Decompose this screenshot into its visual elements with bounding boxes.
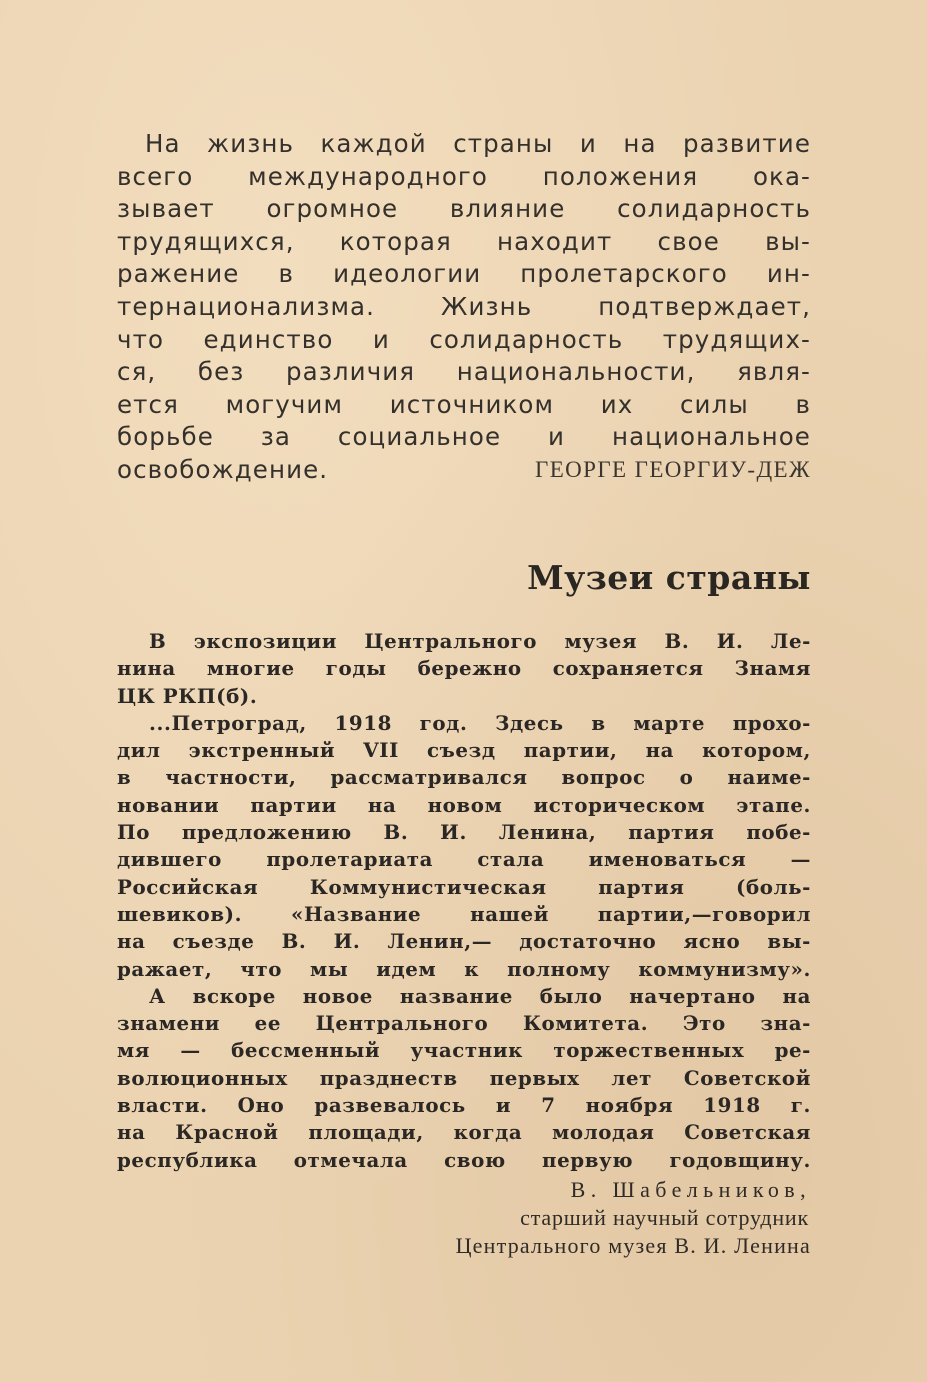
quote-line: трудящихся, которая находит свое вы-	[117, 226, 811, 256]
article-line: нина многие годы бережно сохраняется Знамя	[117, 656, 811, 681]
quote-line: На жизнь каждой страны и на развитие	[145, 129, 811, 158]
article-line: новании партии на новом историческом этапе.	[117, 792, 811, 817]
article-line: ЦК РКП(б).	[117, 683, 258, 708]
article-line: шевиков). «Название нашей партии,—говорил	[117, 901, 811, 926]
article-line: дил экстренный VII съезд партии, на котором,	[117, 738, 811, 763]
author-name: В. Шабельников,	[570, 1177, 811, 1202]
page-content	[117, 128, 811, 1258]
article-line: власти. Оно развевалось и 7 ноября 1918 г.	[117, 1093, 811, 1118]
article-line: В экспозиции Центрального музея В. И. Ле-	[149, 629, 811, 653]
article-line: на съезде В. И. Ленин,— достаточно ясно вы-	[117, 929, 811, 954]
article-line: ...Петроград, 1918 год. Здесь в марте прохо-	[149, 710, 811, 735]
article-line: А вскоре новое название было начертано на	[149, 983, 811, 1008]
article-line: Российская Коммунистическая партия (боль-	[117, 874, 811, 899]
quote-line: борьбе за социальное и национальное	[117, 422, 811, 452]
quote-line: ется могучим источником их силы в	[117, 389, 811, 419]
article-line: По предложению В. И. Ленина, партия побе-	[117, 820, 811, 845]
article-signature	[456, 1176, 811, 1260]
quote-author: ГЕОРГЕ ГЕОРГИУ-ДЕЖ	[535, 456, 811, 482]
quote-line: что единство и солидарность трудящих-	[117, 324, 811, 354]
quote-last-row	[117, 454, 811, 487]
article-line: республика отмечала свою первую годовщину.	[117, 1147, 811, 1172]
article-line: мя — бессменный участник торжественных ре-	[117, 1038, 811, 1063]
author-organization: Центрального музея В. И. Ленина	[455, 1233, 811, 1258]
author-role: старший научный сотрудник	[520, 1205, 809, 1230]
article-line: на Красной площади, когда молодая Советская	[117, 1120, 811, 1145]
article-body	[117, 628, 811, 1174]
quote-line: ся, без различия национальности, явля-	[117, 357, 811, 387]
epigraph-quote	[117, 128, 811, 487]
article-line: знамени ее Центрального Комитета. Это зна-	[117, 1011, 811, 1036]
quote-line: освобождение.	[117, 454, 329, 484]
article-line: ражает, что мы идем к полному коммунизму».	[117, 956, 811, 981]
article-line: волюционных празднеств первых лет Советской	[117, 1065, 811, 1090]
quote-line: ражение в идеологии пролетарского ин-	[117, 259, 811, 289]
section-heading: Музеи страны	[527, 558, 811, 597]
quote-line: всего международного положения ока-	[117, 161, 811, 191]
quote-line: зывает огромное влияние солидарность	[117, 194, 811, 224]
article-line: дившего пролетариата стала именоваться —	[117, 847, 811, 872]
quote-line: тернационализма. Жизнь подтверждает,	[117, 291, 811, 321]
article-line: в частности, рассматривался вопрос о наиме-	[117, 765, 811, 790]
